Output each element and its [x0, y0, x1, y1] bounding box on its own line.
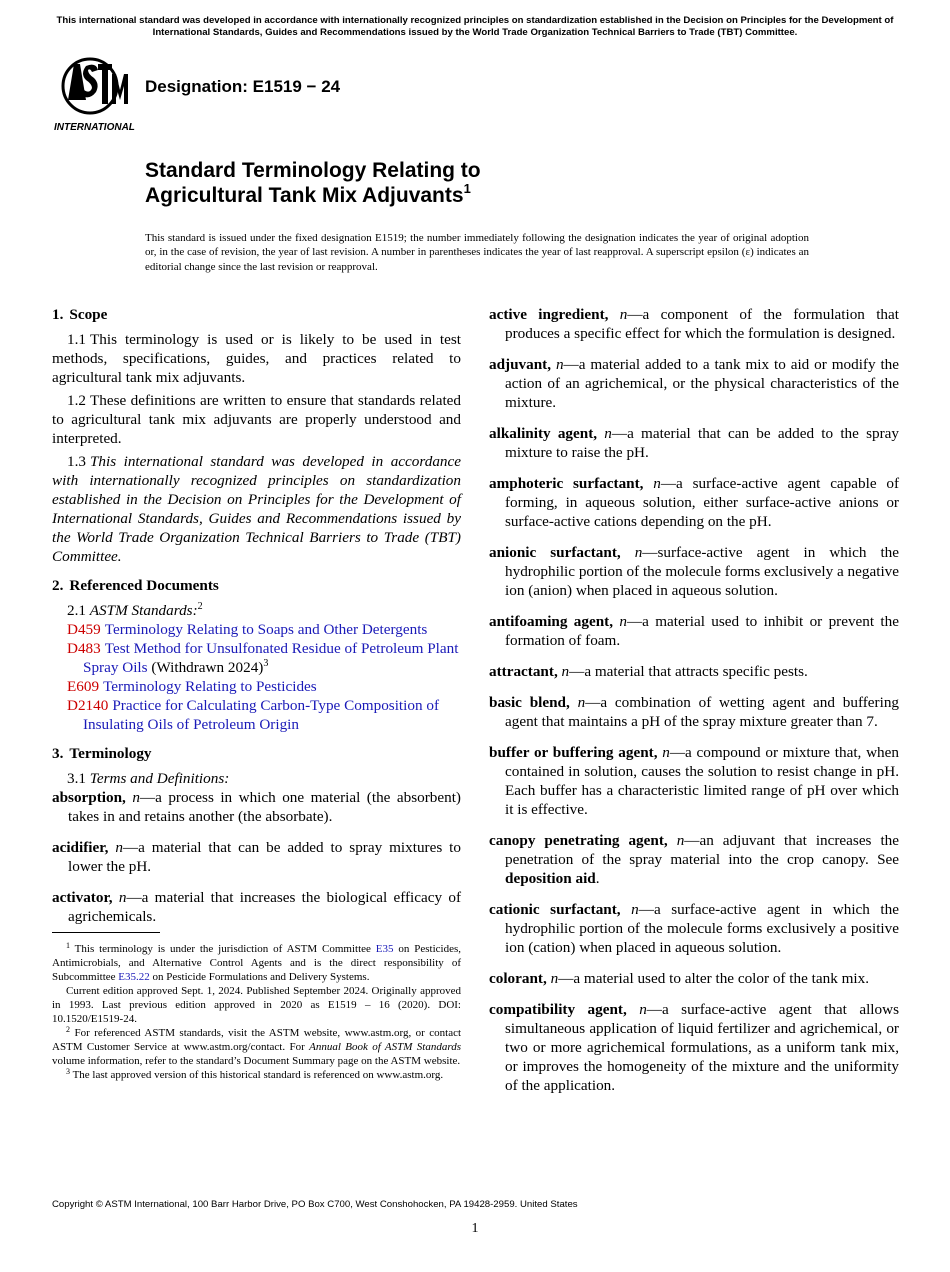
- term-entry: acidifier, n—a material that can be added to spray mixtures to lower the pH.: [52, 839, 461, 875]
- reference-title-link[interactable]: Practice for Calculating Carbon-Type Composition of Insulating Oils of Petroleum Origin: [83, 697, 440, 733]
- term-name: absorption,: [52, 789, 126, 806]
- part-of-speech: n: [662, 744, 670, 761]
- term-name: colorant,: [489, 970, 547, 987]
- term-name: amphoteric surfactant,: [489, 475, 644, 492]
- footnote-2: $^2$ For referenced ASTM standards, visit the ASTM website, www.astm.org, or contact ASTM Customer Service at www.astm.org/contact. For Annual Book of ASTM Standards volume information, refer to the standard’s Document Summary page on the ASTM website.: [52, 1025, 462, 1067]
- term-name: buffer or buffering agent,: [489, 744, 658, 761]
- term-entry: activator, n—a material that increases the biological efficacy of agrichemicals.: [52, 889, 462, 925]
- logo-text: INTERNATIONAL: [54, 122, 135, 133]
- term-definition: a process in which one material (the absorbent) takes in and retains another (the absorbate).: [68, 789, 461, 825]
- term-entry: basic blend, n—a combination of wetting agent and buffering agent that maintains a pH of the spray mixture greater than 7.: [489, 694, 900, 730]
- term-entry: compatibility agent, n—a surface-active agent that allows simultaneous application of liquid fertilizer and agrichemical, or two or more agrichemical formulations, as a uniform tank mix, or improves the homogeneity of the mixture and the uniformity of the application.: [489, 1001, 899, 1094]
- section-referenced-heading: 2. Referenced Documents: [52, 577, 219, 594]
- right-term-list: [489, 305, 899, 1095]
- reference-item: [67, 677, 461, 696]
- term-entry: colorant, n—a material used to alter the color of the tank mix.: [489, 970, 870, 987]
- term-definition: a surface-active agent in which the hydrophilic portion of the molecule forms exclusively a positive ion (cation) when placed in aqueous solution.: [505, 901, 899, 956]
- term-definition: surface-active agent in which the hydrophilic portion of the molecule forms exclusively a negative ion (anion) when placed in aqueous solution.: [505, 544, 900, 599]
- committee-link[interactable]: E35: [375, 943, 394, 955]
- part-of-speech: n: [555, 356, 564, 373]
- term-name: active ingredient,: [489, 306, 609, 323]
- page-number: 1: [471, 1221, 479, 1236]
- term-entry: attractant, n—a material that attracts specific pests.: [489, 663, 808, 680]
- footnote-1: $^1$ This terminology is under the jurisdiction of ASTM Committee E35 on Pesticides, Antimicrobials, and Alternative Control Agents and is the direct responsibility of Subcommittee E35.22 on Pesticide Formulations and Delivery Systems.: [52, 941, 461, 983]
- term-name: basic blend,: [489, 694, 570, 711]
- reference-item: [67, 696, 461, 734]
- reference-item: [67, 639, 461, 677]
- part-of-speech: n: [115, 839, 123, 856]
- reference-code-link[interactable]: D459: [67, 621, 101, 638]
- footnote-3: $^3$ The last approved version of this historical standard is referenced on www.astm.org.: [66, 1067, 444, 1081]
- term-definition: a material that increases the biological efficacy of agrichemicals.: [68, 889, 462, 925]
- term-entry: canopy penetrating agent, n—an adjuvant that increases the penetration of the spray material into the crop canopy. See deposition aid.: [489, 832, 900, 887]
- term-name: compatibility agent,: [489, 1001, 627, 1018]
- part-of-speech: n: [561, 663, 570, 680]
- term-definition: a compound or mixture that, when contained in solution, causes the solution to resist change in pH. Each buffer has a characteristic limited range of pH over which it is effective.: [505, 744, 899, 818]
- reference-title-link[interactable]: Test Method for Unsulfonated Residue of Petroleum Plant Spray Oils: [83, 640, 459, 676]
- term-entry: anionic surfactant, n—surface-active agent in which the hydrophilic portion of the molecule forms exclusively a negative ion (anion) when placed in aqueous solution.: [489, 544, 900, 599]
- reference-title-link[interactable]: Terminology Relating to Soaps and Other Detergents: [104, 621, 428, 638]
- reference-title-link[interactable]: Terminology Relating to Pesticides: [103, 678, 317, 695]
- term-definition: a material used to alter the color of the tank mix.: [573, 970, 870, 987]
- part-of-speech: n: [577, 694, 586, 711]
- part-of-speech: n: [634, 544, 643, 561]
- term-definition: a component of the formulation that produces a specific effect for which the formulation is designed.: [505, 306, 899, 342]
- designation: Designation: E1519 − 24: [145, 77, 341, 96]
- term-entry: cationic surfactant, n—a surface-active agent in which the hydrophilic portion of the molecule forms exclusively a positive ion (cation) when placed in aqueous solution.: [489, 901, 899, 956]
- section-scope-heading: 1. Scope: [52, 306, 108, 323]
- subcommittee-link[interactable]: E35.22: [118, 971, 150, 983]
- term-name: activator,: [52, 889, 113, 906]
- footnote-divider: [52, 932, 160, 933]
- left-term-list: [52, 788, 461, 926]
- part-of-speech: n: [118, 889, 127, 906]
- term-entry: absorption, n—a process in which one material (the absorbent) takes in and retains another (the absorbate).: [52, 789, 461, 825]
- term-name: attractant,: [489, 663, 558, 680]
- left-column: [52, 305, 461, 938]
- see-also-term: deposition aid: [505, 870, 596, 887]
- section-terminology-heading: 3. Terminology: [52, 745, 152, 762]
- term-entry: antifoaming agent, n—a material used to inhibit or prevent the formation of foam.: [489, 613, 899, 649]
- reference-item: [67, 620, 461, 639]
- reference-list: [52, 620, 461, 734]
- part-of-speech: n: [676, 832, 685, 849]
- part-of-speech: n: [639, 1001, 647, 1018]
- footnote-1-edition: Current edition approved Sept. 1, 2024. Published September 2024. Originally approved in 1993. Last previous edition approved in 2020 as E1519 – 16 (2020). DOI: 10.1520/E1519-24.: [52, 985, 461, 1025]
- term-entry: amphoteric surfactant, n—a surface-active agent capable of forming, in aqueous solution, either surface-active anions or surface-active cations depending on the pH.: [489, 475, 900, 530]
- scope-para-1: 1.1 This terminology is used or is likely to be used in test methods, specifications, guides, and practices related to agricultural tank mix adjuvants.: [52, 331, 461, 386]
- term-definition: a material added to a tank mix to aid or modify the action of an agrichemical, or the physical characteristics of the mixture.: [505, 356, 900, 411]
- reference-status: (Withdrawn 2024): [147, 659, 264, 676]
- term-definition: a surface-active agent that allows simultaneous application of liquid fertilizer and agrichemical, or two or more agrichemical formulations, as a uniform tank mix, or improves the homogeneity of the mixture and the uniformity of the application.: [505, 1001, 899, 1094]
- scope-para-2: 1.2 These definitions are written to ensure that standards related to agricultural tank mix adjuvants are properly understood and interpreted.: [52, 392, 461, 447]
- reference-code-link[interactable]: E609: [67, 678, 100, 695]
- part-of-speech: n: [619, 306, 628, 323]
- astm-standards-subhead: 2.1 ASTM Standards:$^2$: [67, 601, 203, 619]
- copyright: Copyright © ASTM International, 100 Barr Harbor Drive, PO Box C700, West Conshohocken, PA 19428-2959. United States: [52, 1199, 578, 1210]
- title-line-2: Agricultural Tank Mix Adjuvants: [145, 184, 464, 207]
- title-line-1: Standard Terminology Relating to: [145, 159, 481, 182]
- term-entry: active ingredient, n—a component of the formulation that produces a specific effect for which the formulation is designed.: [489, 306, 899, 342]
- term-entry: alkalinity agent, n—a material that can be added to the spray mixture to raise the pH.: [489, 425, 899, 461]
- reference-footnote-ref[interactable]: 3: [263, 658, 269, 669]
- top-notice: This international standard was developed in accordance with internationally recognized principles on standardization established in the Decision on Principles for the Development of International Standards, Guides and Recommendations issued by the World Trade Organization Technical Barriers to Trade (TBT) Committee.: [56, 15, 894, 38]
- term-definition: an adjuvant that increases the penetration of the spray material into the crop canopy. See: [505, 832, 900, 868]
- issued-note: This standard is issued under the fixed designation E1519; the number immediately following the designation indicates the year of original adoption or, in the case of revision, the year of last revision. A number in parentheses indicates the year of last reapproval. A superscript epsilon (ε) indicates an editorial change since the last revision or reapproval.: [145, 232, 809, 273]
- term-name: cationic surfactant,: [489, 901, 621, 918]
- term-definition: a material that can be added to the spray mixture to raise the pH.: [505, 425, 899, 461]
- term-name: alkalinity agent,: [489, 425, 598, 442]
- part-of-speech: n: [631, 901, 639, 918]
- term-name: adjuvant,: [489, 356, 552, 373]
- term-entry: adjuvant, n—a material added to a tank mix to aid or modify the action of an agrichemical, or the physical characteristics of the mixture.: [489, 356, 900, 411]
- term-name: anionic surfactant,: [489, 544, 621, 561]
- reference-code-link[interactable]: D2140: [67, 697, 109, 714]
- term-definition: a material that can be added to spray mixtures to lower the pH.: [68, 839, 461, 875]
- terms-definitions-subhead: 3.1 Terms and Definitions:: [67, 770, 230, 787]
- term-definition: a surface-active agent capable of forming, in aqueous solution, either surface-active anions or surface-active cations depending on the pH.: [505, 475, 900, 530]
- page-title: [145, 158, 845, 208]
- footnotes: [52, 942, 461, 1082]
- term-entry: buffer or buffering agent, n—a compound or mixture that, when contained in solution, causes the solution to resist change in pH. Each buffer has a characteristic limited range of pH over which it is effective.: [489, 744, 899, 818]
- term-definition: a material that attracts specific pests.: [584, 663, 808, 680]
- right-column: [489, 305, 899, 1107]
- scope-para-3: 1.3 This international standard was developed in accordance with internationally recognized principles on standardization established in the Decision on Principles for the Development of International Standards, Guides and Recommendations issued by the World Trade Organization Technical Barriers to Trade (TBT) Committee.: [52, 453, 461, 565]
- term-definition: a material used to inhibit or prevent the formation of foam.: [505, 613, 899, 649]
- term-definition: a combination of wetting agent and buffering agent that maintains a pH of the spray mixture greater than 7.: [505, 694, 900, 730]
- part-of-speech: n: [619, 613, 627, 630]
- part-of-speech: n: [653, 475, 661, 492]
- part-of-speech: n: [550, 970, 559, 987]
- part-of-speech: n: [604, 425, 612, 442]
- term-name: antifoaming agent,: [489, 613, 614, 630]
- reference-code-link[interactable]: D483: [67, 640, 101, 657]
- term-name: canopy penetrating agent,: [489, 832, 668, 849]
- title-footnote-ref[interactable]: 1: [463, 181, 471, 196]
- term-name: acidifier,: [52, 839, 109, 856]
- part-of-speech: n: [132, 789, 140, 806]
- astm-logo-icon: [52, 54, 136, 134]
